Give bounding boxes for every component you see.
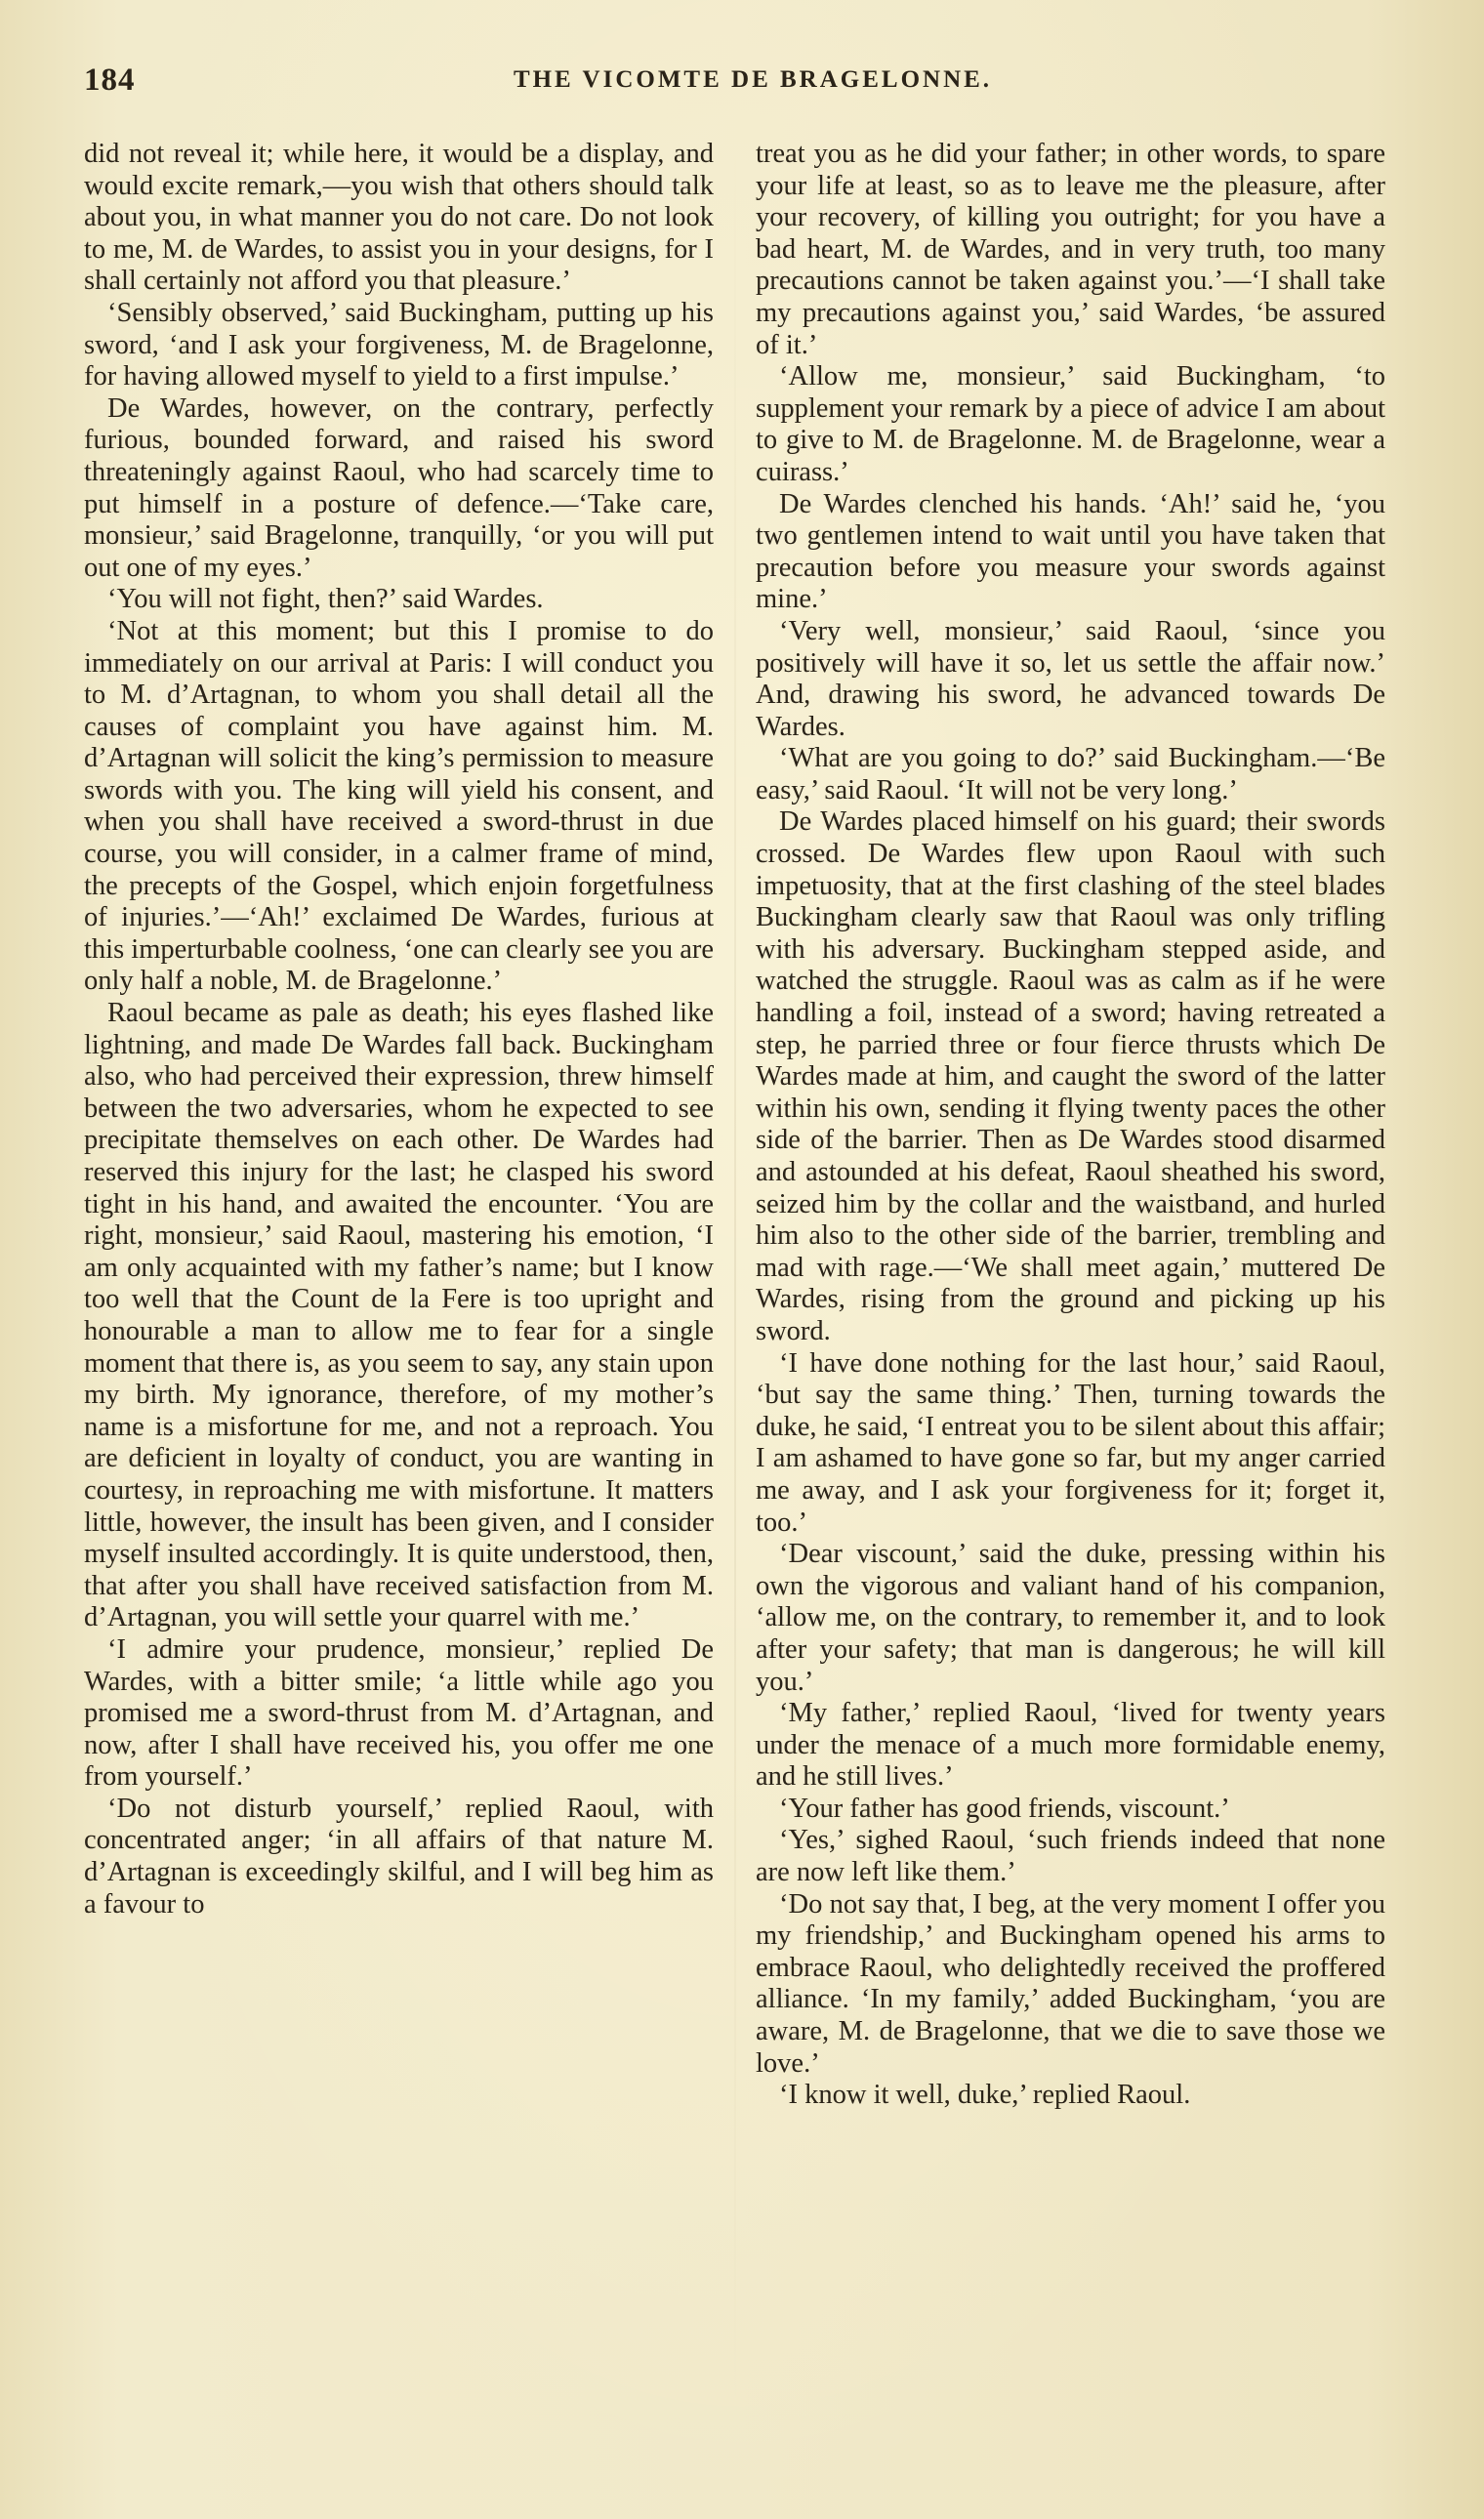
column-gutter	[734, 137, 736, 2412]
paragraph: ‘Yes,’ sighed Raoul, ‘such friends indeed that none are now left like them.’	[756, 1825, 1385, 1888]
paragraph: ‘I admire your prudence, monsieur,’ replied De Wardes, with a bitter smile; ‘a little while ago you promised me a sword-thrust from M. d’Artagnan, and now, after I shall have received his, you offer me one from yourself.’	[84, 1633, 714, 1793]
page-number: 184	[84, 62, 136, 98]
paragraph: ‘My father,’ replied Raoul, ‘lived for twenty years under the menace of a much more formidable enemy, and he still lives.’	[756, 1698, 1385, 1793]
paragraph: De Wardes placed himself on his guard; their swords crossed. De Wardes flew upon Raoul with such impetuosity, that at the first clashing of the steel blades Buckingham clearly saw that Raoul was only trifling with his adversary. Buckingham stepped aside, and watched the struggle. Raoul was as calm as if he were handling a foil, instead of a sword; having retreated a step, he parried three or four fierce thrusts which De Wardes made at him, and caught the sword of the latter within his own, sending it flying twenty paces the other side of the barrier. Then as De Wardes stood disarmed and astounded at his defeat, Raoul sheathed his sword, seized him by the collar and the waistband, and hurled him also to the other side of the barrier, trembling and mad with rage.—‘We shall meet again,’ muttered De Wardes, rising from the ground and picking up his sword.	[756, 806, 1385, 1346]
paragraph: Raoul became as pale as death; his eyes flashed like lightning, and made De Wardes fall back. Buckingham also, who had perceived their expression, threw himself between the two adversaries, whom he expected to see precipitate themselves on each other. De Wardes had reserved this injury for the last; he clasped his sword tight in his hand, and awaited the encounter. ‘You are right, monsieur,’ said Raoul, mastering his emotion, ‘I am only acquainted with my father’s name; but I know too well that the Count de la Fere is too upright and honourable a man to allow me to fear for a single moment that there is, as you seem to say, any stain upon my birth. My ignorance, therefore, of my mother’s name is a misfortune for me, and not a reproach. You are deficient in loyalty of conduct, you are wanting in courtesy, in reproaching me with misfortune. It matters little, however, the insult has been given, and I consider myself insulted accordingly. It is quite understood, then, that after you shall have received satisfaction from M. d’Artagnan, you will settle your quarrel with me.’	[84, 998, 714, 1633]
paragraph: ‘Very well, monsieur,’ said Raoul, ‘since you positively will have it so, let us settle the affair now.’ And, drawing his sword, he advanced towards De Wardes.	[756, 615, 1385, 742]
paragraph: ‘Allow me, monsieur,’ said Buckingham, ‘to supplement your remark by a piece of advice I am about to give to M. de Bragelonne. M. de Bragelonne, wear a cuirass.’	[756, 361, 1385, 487]
paragraph: ‘Not at this moment; but this I promise to do immediately on our arrival at Paris: I will conduct you to M. d’Artagnan, to whom you shall detail all the causes of complaint you have against him. M. d’Artagnan will solicit the king’s permission to measure swords with you. The king will yield his consent, and when you shall have received a sword-thrust in due course, you will consider, in a calmer frame of mind, the precepts of the Gospel, which enjoin forgetfulness of injuries.’—‘Ah!’ exclaimed De Wardes, furious at this imperturbable coolness, ‘one can clearly see you are only half a noble, M. de Bragelonne.’	[84, 615, 714, 997]
left-column	[84, 139, 714, 1920]
paragraph: did not reveal it; while here, it would be a display, and would excite remark,—you wish that others should talk about you, in what manner you do not care. Do not look to me, M. de Wardes, to assist you in your designs, for I shall certainly not afford you that pleasure.’	[84, 139, 714, 297]
paragraph: ‘I know it well, duke,’ replied Raoul.	[779, 2080, 1191, 2111]
right-column	[756, 139, 1385, 2112]
paragraph: ‘Your father has good friends, viscount.’	[779, 1793, 1230, 1824]
paragraph: De Wardes clenched his hands. ‘Ah!’ said he, ‘you two gentlemen intend to wait until you have taken that precaution before you measure your swords against mine.’	[756, 488, 1385, 615]
paragraph: ‘I have done nothing for the last hour,’ said Raoul, ‘but say the same thing.’ Then, turning towards the duke, he said, ‘I entreat you to be silent about this affair; I am ashamed to have gone so far, but my anger carried me away, and I ask your forgiveness for it; forget it, too.’	[756, 1347, 1385, 1538]
running-title: THE VICOMTE DE BRAGELONNE.	[513, 66, 993, 93]
paragraph: treat you as he did your father; in other words, to spare your life at least, so as to leave me the pleasure, after your recovery, of killing you outright; for you have a bad heart, M. de Wardes, and in very truth, too many precautions cannot be taken against you.’—‘I shall take my precautions against you,’ said Wardes, ‘be assured of it.’	[756, 139, 1385, 360]
paragraph: ‘Dear viscount,’ said the duke, pressing within his own the vigorous and valiant hand of his companion, ‘allow me, on the contrary, to remember it, and to look after your safety; that man is dangerous; he will kill you.’	[756, 1539, 1385, 1697]
paragraph: ‘Do not disturb yourself,’ replied Raoul, with concentrated anger; ‘in all affairs of that nature M. d’Artagnan is exceedingly skilful, and I will beg him as a favour to	[84, 1793, 714, 1920]
paragraph: ‘You will not fight, then?’ said Wardes.	[107, 584, 544, 615]
paragraph: ‘Sensibly observed,’ said Buckingham, putting up his sword, ‘and I ask your forgiveness, M. de Bragelonne, for having allowed myself to yield to a first impulse.’	[84, 297, 714, 392]
page-header	[84, 59, 1422, 107]
paragraph: ‘What are you going to do?’ said Buckingham.—‘Be easy,’ said Raoul. ‘It will not be very long.’	[756, 743, 1385, 805]
paragraph: De Wardes, however, on the contrary, perfectly furious, bounded forward, and raised his sword threateningly against Raoul, who had scarcely time to put himself in a posture of defence.—‘Take care, monsieur,’ said Bragelonne, tranquilly, ‘or you will put out one of my eyes.’	[84, 392, 714, 583]
paragraph: ‘Do not say that, I beg, at the very moment I offer you my friendship,’ and Buckingham opened his arms to embrace Raoul, who delightedly received the proffered alliance. ‘In my family,’ added Buckingham, ‘you are aware, M. de Bragelonne, that we die to save those we love.’	[756, 1888, 1385, 2079]
